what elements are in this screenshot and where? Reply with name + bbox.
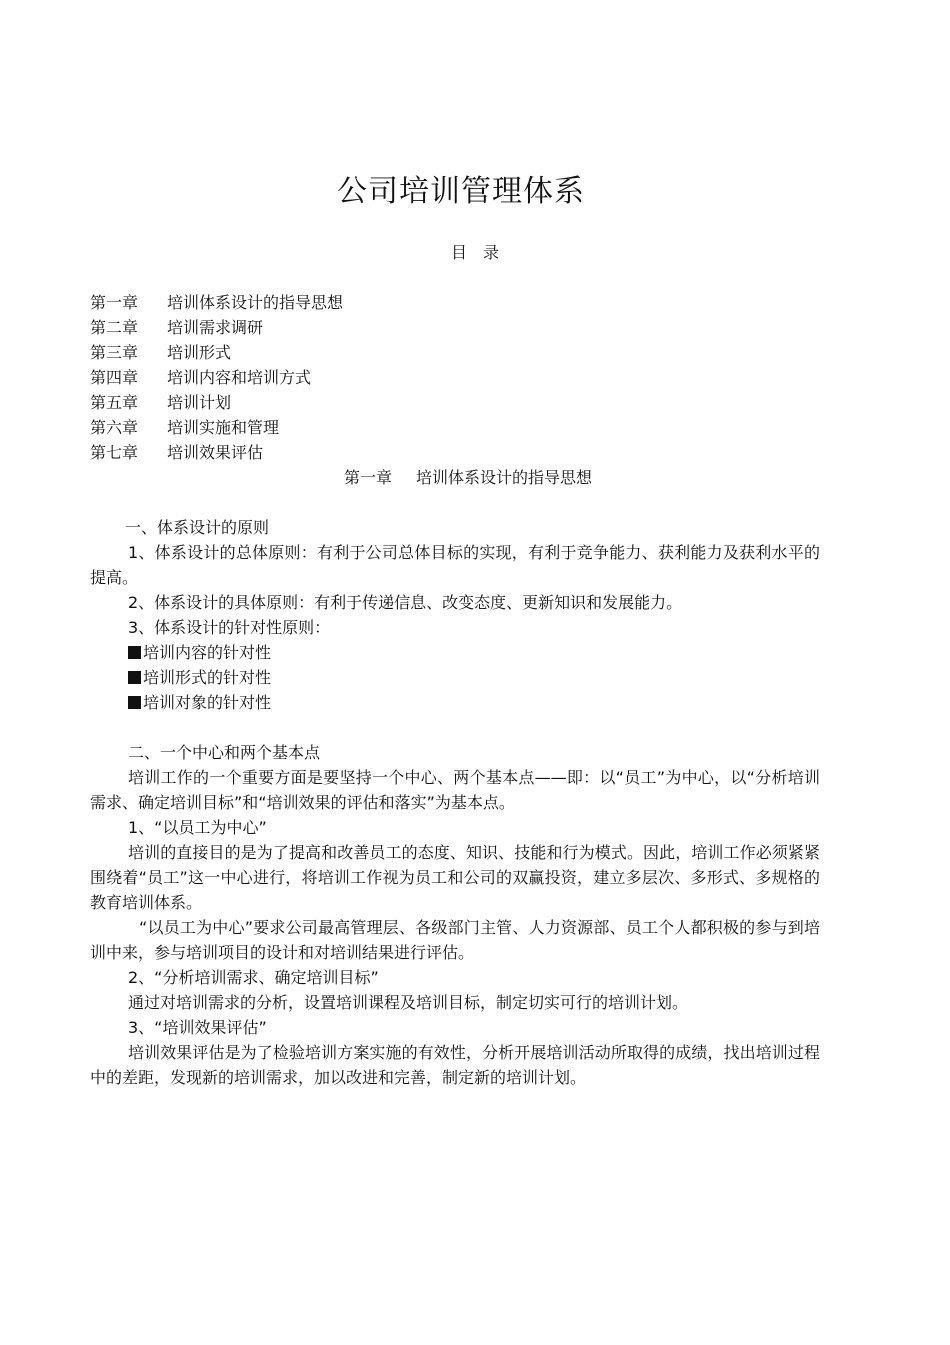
bullet-text: 培训对象的针对性 [143,693,272,712]
paragraph: “以员工为中心”要求公司最高管理层、各级部门主管、人力资源部、员工个人都积极的参与到培训中来，参与培训项目的设计和对培训结果进行评估。 [90,918,820,962]
toc-item [90,390,850,415]
paragraph: 培训的直接目的是为了提高和改善员工的态度、知识、技能和行为模式。因此，培训工作必须紧紧围绕着“员工”这一中心进行，将培训工作视为员工和公司的双赢投资，建立多层次、多形式、多规格的教育培训体系。 [90,843,820,912]
paragraph: 3、体系设计的针对性原则： [128,618,331,637]
toc-item [90,415,850,440]
toc-item [90,315,850,340]
bullet-text: 培训内容的针对性 [143,643,272,662]
toc-chapter-number: 第四章 [90,368,139,387]
table-of-contents [90,290,850,465]
chapter-title: 培训体系设计的指导思想 [416,468,593,487]
bullet-item [90,640,820,665]
chapter-heading [0,465,936,491]
toc-chapter-title: 培训效果评估 [167,443,264,462]
paragraph: 通过对培训需求的分析，设置培训课程及培训目标，制定切实可行的培训计划。 [128,993,689,1012]
paragraph: 培训工作的一个重要方面是要坚持一个中心、两个基本点——即：以“员工”为中心，以“分析培训需求、确定培训目标”和“培训效果的评估和落实”为基本点。 [90,768,820,812]
toc-chapter-title: 培训计划 [167,393,232,412]
toc-chapter-title: 培训需求调研 [167,318,264,337]
section-heading: 一、体系设计的原则 [125,518,270,537]
toc-chapter-number: 第二章 [90,318,139,337]
toc-chapter-number: 第七章 [90,443,139,462]
subsection-heading: 3、“培训效果评估” [128,1018,267,1037]
toc-chapter-title: 培训内容和培训方式 [167,368,312,387]
toc-item [90,290,850,315]
toc-chapter-title: 培训形式 [167,343,232,362]
bullet-item [90,690,820,715]
toc-item [90,365,850,390]
square-bullet-icon [128,696,141,709]
spacer [90,715,820,740]
toc-chapter-title: 培训体系设计的指导思想 [167,293,344,312]
square-bullet-icon [128,671,141,684]
subsection-heading: 2、“分析培训需求、确定培训目标” [128,968,379,987]
toc-item [90,440,850,465]
bullet-item [90,665,820,690]
document-title: 公司培训管理体系 [337,174,585,209]
toc-chapter-number: 第三章 [90,343,139,362]
toc-chapter-title: 培训实施和管理 [167,418,280,437]
subsection-heading: 1、“以员工为中心” [128,818,267,837]
toc-chapter-number: 第六章 [90,418,139,437]
toc-item [90,340,850,365]
toc-chapter-number: 第五章 [90,393,139,412]
toc-chapter-number: 第一章 [90,293,139,312]
paragraph: 2、体系设计的具体原则：有利于传递信息、改变态度、更新知识和发展能力。 [128,593,683,612]
bullet-text: 培训形式的针对性 [143,668,272,687]
chapter-number: 第一章 [343,468,392,487]
section-heading: 二、一个中心和两个基本点 [128,743,321,762]
toc-heading: 目 录 [450,243,499,262]
chapter-body [90,515,820,1090]
square-bullet-icon [128,646,141,659]
paragraph: 培训效果评估是为了检验培训方案实施的有效性，分析开展培训活动所取得的成绩，找出培训过程中的差距，发现新的培训需求，加以改进和完善，制定新的培训计划。 [90,1043,820,1087]
paragraph: 1、体系设计的总体原则：有利于公司总体目标的实现，有利于竞争能力、获利能力及获利水平的提高。 [90,543,820,587]
